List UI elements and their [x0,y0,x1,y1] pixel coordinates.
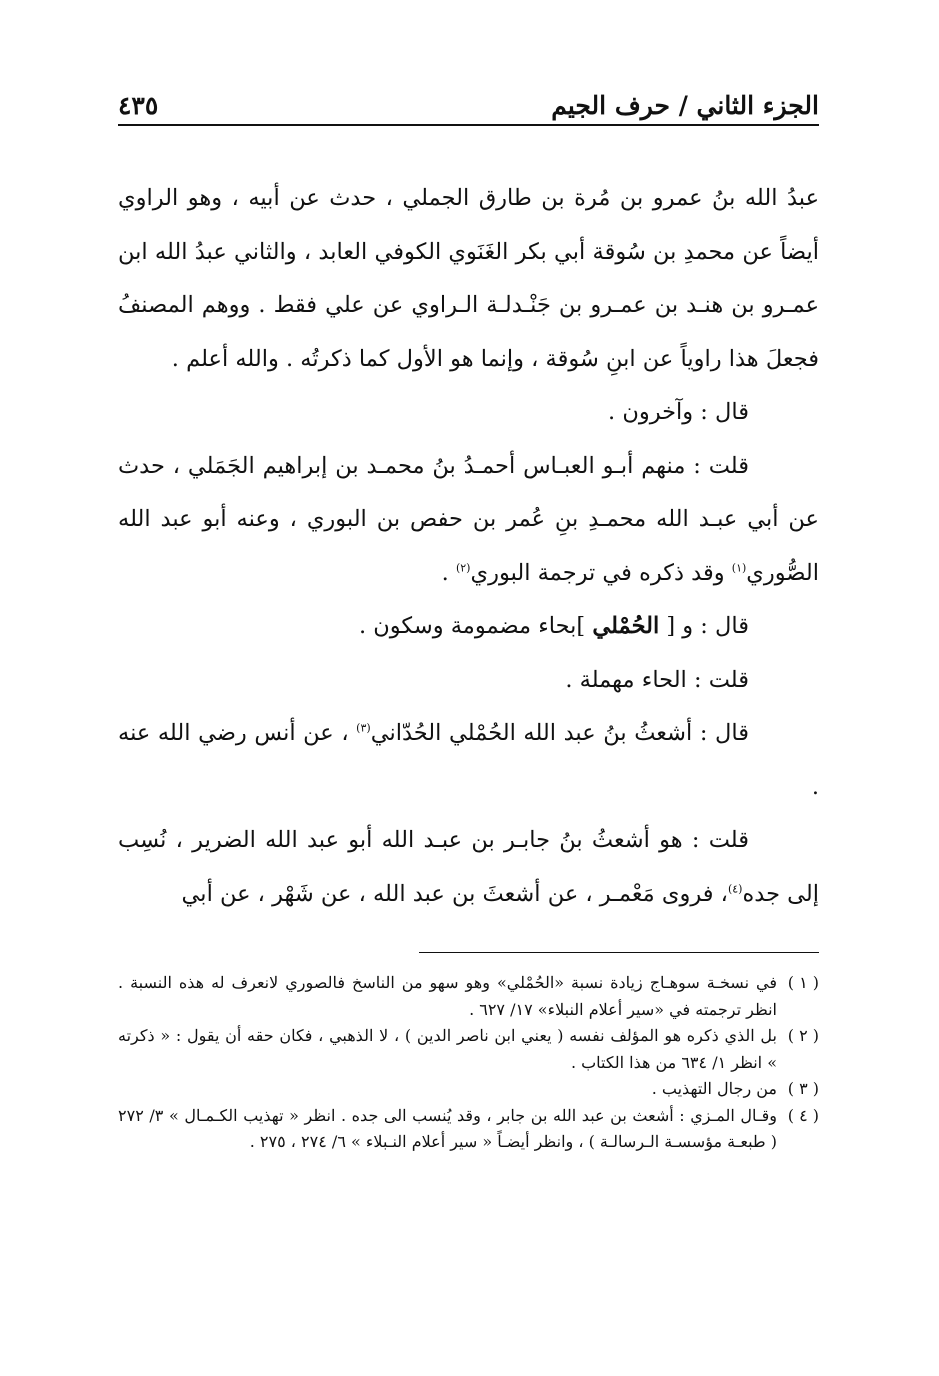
bold-term: الحُمْلي [592,613,660,639]
paragraph-7 [118,814,819,921]
paragraph-5: قلت : الحاء مهملة . [565,666,749,693]
paragraph-4-text-a: قال : و [ [659,613,749,639]
footnote-number: ( ٤ ) [787,1105,819,1125]
paragraph-2: قال : وآخرون . [608,399,749,425]
main-text [118,172,819,921]
paragraph-6-text-b: ، عن أنس رضي الله عنه . [118,720,819,800]
footnote-number: ( ٣ ) [787,1079,819,1098]
paragraph-3-text-c: . [441,559,456,586]
footnote-text: وقـال المـزي : أشعث بن عبد الله بن جابر ، وقد يُنسب الى جده . انظر « تهذيب الكـمـال » ٣/ ٢٧٢ ( طبعـة مؤسسـة الـرسالـة ) ، وانظر أيضـاً « سير أعلام النـبلاء » ٦/ ٢٧٤ ، ٢٧٥ . [118,1105,777,1151]
chapter-title: الجزء الثاني / حرف الجيم [551,90,819,120]
paragraph-6-text-a: قال : أشعثُ بنُ عبد الله الحُمْلي الحُدّاني [370,720,749,746]
footnote-3 [118,1076,819,1103]
paragraph-3-text-a: قلت : منهم أبـو العبـاس أحمـدُ بنُ محمـد بن إبراهيم الجَمَلي ، حدث عن أبي عبـد الله محمـدِ بنِ عُمر بن حفص بن البوري ، وعنه أبو عبد الله الصُّوري [118,452,819,586]
footnote-text: في نسخـة سوهـاج زيادة نسبة «الحُمْلي» وهو سهو من الناسخ فالصوري لانعرف له هذه النسبة . انظر ترجمته في «سير أعلام النبلاء» ١٧/ ٦٢٧ . [118,973,778,1019]
footnote-4 [118,1103,819,1156]
footnote-number: ( ٢ ) [787,1026,819,1045]
footnote-ref-3[interactable]: (٣) [356,721,371,735]
header-rule [118,124,819,126]
footnote-separator [419,952,819,953]
paragraph-7-text-a: قلت : هو أشعثُ بنُ جابـر بن عبـد الله أبو عبد الله الضرير ، نُسِب إلى جده [118,827,819,907]
footnote-2 [118,1023,819,1076]
paragraph-4 [118,600,819,654]
footnote-ref-2[interactable]: (٢) [455,561,471,574]
running-header [118,78,819,122]
footnote-ref-4[interactable]: (٤) [727,882,743,895]
footnote-1 [118,970,819,1023]
paragraph-6 [118,707,819,814]
paragraph-3 [118,440,819,601]
page-number: ٤٣٥ [118,90,159,120]
paragraph-7-text-b: ، فروى مَعْمـر ، عن أشعثَ بن عبد الله ، عن شَهْر ، عن أبي [181,880,728,907]
footnote-text: من رجال التهذيب . [651,1079,777,1098]
paragraph-3-text-b: وقد ذكره في ترجمة البوري [470,559,732,586]
footnote-number: ( ١ ) [787,973,819,992]
footnote-text: بل الذي ذكره هو المؤلف نفسه ( يعني ابن ناصر الدين ) ، لا الذهبي ، فكان حقه أن يقول : « ذكرته » انظر ١/ ٦٣٤ من هذا الكتاب . [118,1026,777,1072]
paragraph-1: عبدُ الله بنُ عمرو بن مُرة بن طارق الجملي ، حدث عن أبيه ، وهو الراوي أيضاً عن محمدِ بن سُوقة أبي بكر الغَنَوي الكوفي العابد ، والثاني عبدُ الله ابن عمـرو بن هنـد بن عمـرو بن جَنْـدلـة الـراوي عن علي فقط . ووهم المصنفُ فجعلَ هذا راوياً عن ابنِ سُوقة ، وإنما هو الأول كما ذكرتُه . والله أعلم . [118,185,819,372]
footnote-ref-1[interactable]: (١) [731,561,747,574]
paragraph-4-text-b: ]بحاء مضمومة وسكون . [358,613,593,639]
footnotes [118,970,819,1156]
